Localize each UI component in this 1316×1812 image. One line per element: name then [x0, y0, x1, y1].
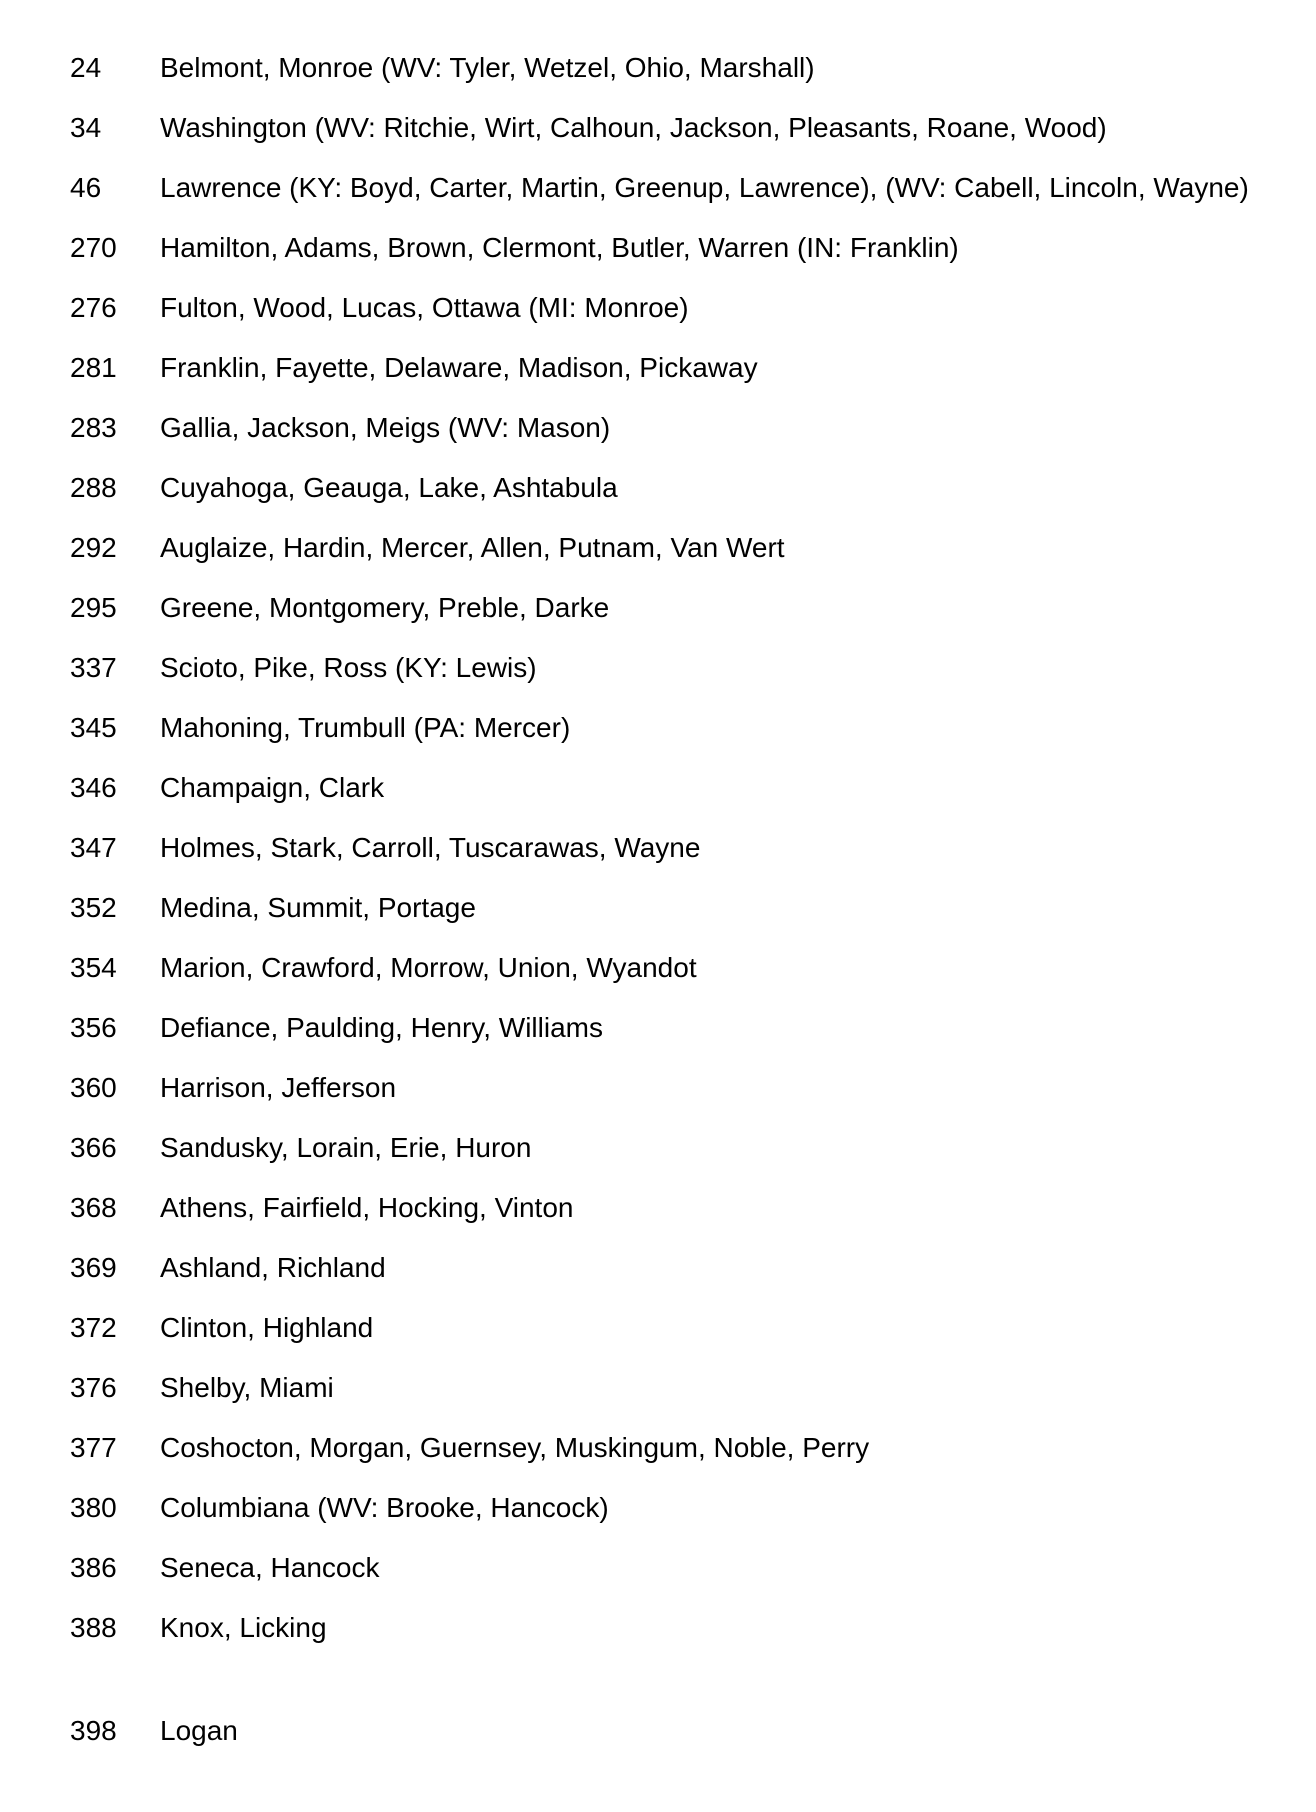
- region-code: 360: [70, 1072, 117, 1103]
- county-list: Holmes, Stark, Carroll, Tuscarawas, Wayne: [160, 832, 701, 863]
- county-list: Franklin, Fayette, Delaware, Madison, Pickaway: [160, 352, 758, 383]
- county-list: Auglaize, Hardin, Mercer, Allen, Putnam, Van Wert: [160, 532, 785, 563]
- county-list: Harrison, Jefferson: [160, 1072, 397, 1103]
- list-item: [0, 1608, 1316, 1648]
- region-code: 386: [70, 1552, 117, 1583]
- list-item: [0, 1248, 1316, 1288]
- list-item: [0, 1008, 1316, 1048]
- list-item: [0, 1428, 1316, 1468]
- region-code: 356: [70, 1012, 117, 1043]
- county-list: Gallia, Jackson, Meigs (WV: Mason): [160, 412, 611, 443]
- list-item: [0, 468, 1316, 508]
- list-item: [0, 408, 1316, 448]
- list-item: [0, 948, 1316, 988]
- list-item: [0, 528, 1316, 568]
- county-list: Sandusky, Lorain, Erie, Huron: [160, 1132, 532, 1163]
- list-item: [0, 588, 1316, 628]
- list-item: [0, 1711, 1316, 1751]
- county-list: Clinton, Highland: [160, 1312, 374, 1343]
- county-list: Ashland, Richland: [160, 1252, 386, 1283]
- region-code: 376: [70, 1372, 117, 1403]
- region-code: 347: [70, 832, 117, 863]
- list-item: [0, 1068, 1316, 1108]
- county-list: Defiance, Paulding, Henry, Williams: [160, 1012, 603, 1043]
- county-list: Scioto, Pike, Ross (KY: Lewis): [160, 652, 537, 683]
- region-code: 352: [70, 892, 117, 923]
- county-list: Greene, Montgomery, Preble, Darke: [160, 592, 610, 623]
- region-code: 345: [70, 712, 117, 743]
- county-list: Marion, Crawford, Morrow, Union, Wyandot: [160, 952, 697, 983]
- county-list: Washington (WV: Ritchie, Wirt, Calhoun, Jackson, Pleasants, Roane, Wood): [160, 112, 1107, 143]
- county-list: Belmont, Monroe (WV: Tyler, Wetzel, Ohio, Marshall): [160, 52, 815, 83]
- county-list: Medina, Summit, Portage: [160, 892, 476, 923]
- list-item: [0, 1548, 1316, 1588]
- list-item: [0, 1368, 1316, 1408]
- county-list: Lawrence (KY: Boyd, Carter, Martin, Greenup, Lawrence), (WV: Cabell, Lincoln, Wayne): [160, 172, 1249, 203]
- region-code: 369: [70, 1252, 117, 1283]
- region-code: 46: [70, 172, 102, 203]
- region-code: 380: [70, 1492, 117, 1523]
- county-list: Mahoning, Trumbull (PA: Mercer): [160, 712, 571, 743]
- list-item: [0, 288, 1316, 328]
- county-list: Athens, Fairfield, Hocking, Vinton: [160, 1192, 574, 1223]
- region-code: 368: [70, 1192, 117, 1223]
- list-item: [0, 1188, 1316, 1228]
- county-list: Columbiana (WV: Brooke, Hancock): [160, 1492, 609, 1523]
- region-code: 354: [70, 952, 117, 983]
- list-item: [0, 828, 1316, 868]
- region-code: 283: [70, 412, 117, 443]
- region-code: 366: [70, 1132, 117, 1163]
- region-code: 276: [70, 292, 117, 323]
- county-list: Logan: [160, 1715, 238, 1746]
- region-code: 388: [70, 1612, 117, 1643]
- region-code: 24: [70, 52, 102, 83]
- region-code: 337: [70, 652, 117, 683]
- region-code: 372: [70, 1312, 117, 1343]
- list-item: [0, 1308, 1316, 1348]
- list-item: [0, 1128, 1316, 1168]
- region-code: 346: [70, 772, 117, 803]
- list-item: [0, 108, 1316, 148]
- list-item: [0, 648, 1316, 688]
- region-code: 270: [70, 232, 117, 263]
- county-list: Champaign, Clark: [160, 772, 385, 803]
- region-code: 295: [70, 592, 117, 623]
- list-item: [0, 1488, 1316, 1528]
- list-item: [0, 228, 1316, 268]
- region-code: 34: [70, 112, 102, 143]
- region-code: 377: [70, 1432, 117, 1463]
- list-item: [0, 888, 1316, 928]
- county-list: Cuyahoga, Geauga, Lake, Ashtabula: [160, 472, 618, 503]
- list-item: [0, 768, 1316, 808]
- list-item: [0, 168, 1316, 208]
- list-item: [0, 708, 1316, 748]
- county-list: Hamilton, Adams, Brown, Clermont, Butler, Warren (IN: Franklin): [160, 232, 959, 263]
- region-code: 288: [70, 472, 117, 503]
- county-list: Coshocton, Morgan, Guernsey, Muskingum, Noble, Perry: [160, 1432, 870, 1463]
- list-item: [0, 48, 1316, 88]
- county-list: Shelby, Miami: [160, 1372, 334, 1403]
- county-list: Seneca, Hancock: [160, 1552, 380, 1583]
- list-item: [0, 348, 1316, 388]
- region-code: 281: [70, 352, 117, 383]
- county-list: Knox, Licking: [160, 1612, 327, 1643]
- region-code: 398: [70, 1715, 117, 1746]
- region-code: 292: [70, 532, 117, 563]
- county-list: Fulton, Wood, Lucas, Ottawa (MI: Monroe): [160, 292, 689, 323]
